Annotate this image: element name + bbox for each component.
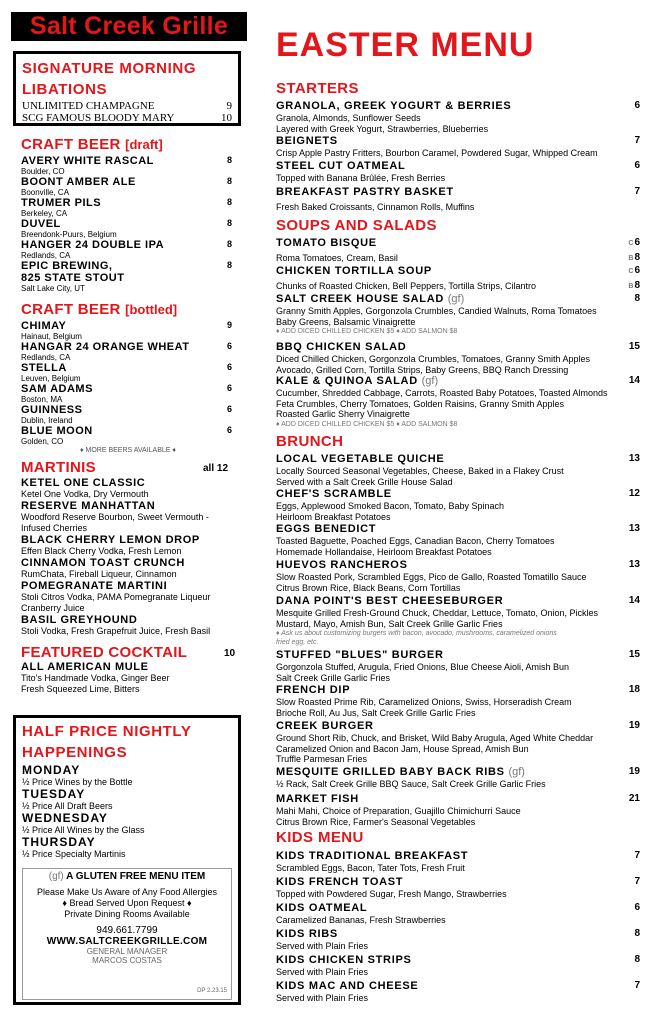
item-desc: Slow Roasted Prime Rib, Caramelized Onions, Swiss, Horseradish Cream [276,697,572,707]
martini-item [21,500,246,534]
item-desc-line2: Salt Creek Grille Garlic Fries [276,672,391,683]
beer-price: 6 [226,341,232,351]
bottled-heading-label: CRAFT BEER [21,301,121,318]
item-price: 12 [628,488,640,499]
beer-name: SAM ADAMS [21,383,93,395]
menu-item [276,375,644,429]
item-desc: Chunks of Roasted Chicken, Bell Peppers, Tortilla Strips, Cilantro [276,281,536,291]
beer-origin: Hainaut, Belgium [21,332,82,341]
item-name: KIDS RIBS [276,928,338,940]
featured-item [21,661,246,695]
item-desc-line2: Heirloom Breakfast Potatoes [276,511,391,522]
beer-price: 6 [226,362,232,372]
martini-name: BLACK CHERRY LEMON DROP [21,534,200,546]
item-name: KIDS OATMEAL [276,902,368,914]
cup-price: 6 [634,237,640,248]
martini-desc: Ketel One Vodka, Dry Vermouth [21,489,149,499]
beer-price: 8 [226,197,232,207]
item-price: 8 [634,928,640,939]
martini-list [21,477,246,637]
beer-item [21,425,232,446]
item-desc-line3: Truffle Parmesan Fries [276,754,368,764]
martini-item [21,534,246,557]
beer-price: 9 [226,320,232,330]
item-desc-line2: Brioche Roll, Au Jus, Salt Creek Grille Garlic Fries [276,707,476,718]
item-name: LOCAL VEGETABLE QUICHE [276,453,445,465]
day-deal: ½ Price Specialty Martinis [22,849,126,859]
item-name: KIDS MAC AND CHEESE [276,980,419,992]
item-desc: Toasted Baguette, Poached Eggs, Canadian Bacon, Cherry Tomatoes [276,536,555,546]
featured-name: ALL AMERICAN MULE [21,661,149,673]
item-name: HUEVOS RANCHEROS [276,559,408,571]
item-price: 6 [634,160,640,171]
beer-origin: Boston, MA [21,395,63,404]
bottled-heading [21,301,177,318]
menu-item [276,488,644,522]
item-price: 8 [634,293,640,304]
happening-day [22,764,232,787]
beer-origin: Berkeley, CA [21,209,68,218]
martini-desc-line2: Cranberry Juice [21,603,85,613]
item-name: KALE & QUINOA SALAD [276,375,418,387]
beer-name: CHIMAY [21,320,67,332]
day-name: MONDAY [22,763,81,777]
beer-name: BOONT AMBER ALE [21,176,136,188]
martini-item [21,580,246,614]
martini-name: RESERVE MANHATTAN [21,500,156,512]
featured-desc: Tito's Handmade Vodka, Ginger Beer [21,673,170,683]
beer-price: 8 [226,260,232,270]
happenings-heading-line2: HAPPENINGS [22,744,128,761]
beer-origin: Boonville, CA [21,188,70,197]
item-price: 13 [628,559,640,570]
item-price: 15 [628,649,640,660]
martini-item [21,614,246,637]
martini-name: BASIL GREYHOUND [21,614,138,626]
bowl-label: B [628,283,634,290]
menu-item [276,850,644,874]
gm-name: MARCOS COSTAS [92,956,162,965]
beer-name: GUINNESS [21,404,83,416]
menu-item [276,160,644,184]
menu-item [276,649,644,683]
gluten-free-legend [23,871,231,882]
bowl-price: 8 [634,280,640,291]
libation-item [22,100,232,112]
item-name: STUFFED "BLUES" BURGER [276,649,444,661]
menu-item [276,293,644,336]
beer-name: HANGAR 24 ORANGE WHEAT [21,341,190,353]
item-desc-line2: Baby Greens, Balsamic Vinaigrette [276,316,416,327]
item-price: 7 [634,135,640,146]
item-desc: Topped with Banana Brûlée, Fresh Berries [276,173,446,183]
cup-price: 6 [634,265,640,276]
beer-item [21,404,232,425]
libations-heading: SIGNATURE MORNING LIBATIONS [22,60,197,98]
item-name: DANA POINT'S BEST CHEESEBURGER [276,595,504,607]
item-desc: Roma Tomatoes, Cream, Basil [276,253,398,263]
beer-price: 8 [226,218,232,228]
item-name: CHEF'S SCRAMBLE [276,488,392,500]
info-box [22,868,232,1000]
beer-price: 6 [226,404,232,414]
item-name: MARKET FISH [276,793,359,805]
beer-name: DUVEL [21,218,61,230]
bowl-label: B [628,255,634,262]
beer-name: STELLA [21,362,67,374]
martini-item [21,557,246,580]
item-desc: Eggs, Applewood Smoked Bacon, Tomato, Baby Spinach [276,501,504,511]
beer-item [21,320,232,341]
item-desc: Diced Chilled Chicken, Gorgonzola Crumbles, Tomatoes, Granny Smith Apples [276,354,590,364]
item-name: EGGS BENEDICT [276,523,377,535]
item-price: 6 [634,902,640,913]
happening-day [22,836,232,859]
item-desc: Gorgonzola Stuffed, Arugula, Fried Onions, Blue Cheese Aioli, Amish Bun [276,662,570,672]
beer-item [21,155,232,176]
item-desc: Fresh Baked Croissants, Cinnamon Rolls, Muffins [276,202,475,212]
martini-name: CINNAMON TOAST CRUNCH [21,557,185,569]
item-desc: Topped with Powdered Sugar, Fresh Mango, Strawberries [276,889,507,899]
item-desc: Caramelized Bananas, Fresh Strawberries [276,915,446,925]
item-name: KIDS CHICKEN STRIPS [276,954,412,966]
menu-item [276,684,644,718]
beer-origin: Redlands, CA [21,353,71,362]
menu-item [276,595,644,647]
item-price-cup [628,237,640,248]
item-price: 14 [628,375,640,386]
beer-name: AVERY WHITE RASCAL [21,155,154,167]
item-desc-line2: Layered with Greek Yogurt, Strawberries, Blueberries [276,123,489,134]
beer-price: 8 [226,239,232,249]
item-desc-line2: Mustard, Mayo, Amish Bun, Salt Creek Grille Garlic Fries [276,618,503,629]
private-dining-note: Private Dining Rooms Available [64,909,190,919]
item-name: BREAKFAST PASTRY BASKET [276,186,454,198]
libation-name: SCG FAMOUS BLOODY MARY [22,112,175,124]
libation-name: UNLIMITED CHAMPAGNE [22,100,155,112]
item-desc: Served with Plain Fries [276,967,369,977]
item-desc-line2: Homemade Hollandaise, Heirloom Breakfast Potatoes [276,546,492,557]
gf-tag: (gf) [508,766,525,778]
bread-note: ♦ Bread Served Upon Request ♦ [62,898,192,908]
item-price: 18 [628,684,640,695]
featured-price: 10 [224,648,236,659]
beer-name-line2: 825 STATE STOUT [21,272,125,284]
item-desc: Cucumber, Shredded Cabbage, Carrots, Roasted Baby Potatoes, Toasted Almonds [276,388,608,398]
item-desc-line2: Avocado, Grilled Corn, Tortilla Strips, Baby Greens, BBQ Ranch Dressing [276,364,569,375]
beer-item [21,218,232,239]
item-desc-line2: Served with a Salt Creek Grille House Salad [276,476,453,487]
martini-desc: Stoli Citros Vodka, PAMA Pomegranate Liqueur [21,592,211,602]
day-name: THURSDAY [22,835,96,849]
item-price: 13 [628,523,640,534]
item-price: 14 [628,595,640,606]
cup-label: C [628,240,634,247]
website-link[interactable]: WWW.SALTCREEKGRILLE.COM [46,936,208,947]
cup-label: C [628,268,634,275]
item-price: 7 [634,850,640,861]
item-name: MESQUITE GRILLED BABY BACK RIBS [276,766,505,778]
happenings-box [13,715,241,1005]
item-price: 6 [634,100,640,111]
item-name: FRENCH DIP [276,684,351,696]
happening-day [22,788,232,811]
item-desc: Mesquite Grilled Fresh-Ground Chuck, Cheddar, Lettuce, Tomato, Onion, Pickles [276,608,598,618]
restaurant-logo: Salt Creek Grille [11,12,247,41]
draft-heading [21,136,163,153]
beer-item [21,239,232,260]
day-deal: ½ Price All Draft Beers [22,801,113,811]
beer-origin: Leuven, Belgium [21,374,81,383]
menu-item [276,453,644,487]
beer-origin: Dublin, Ireland [21,416,73,425]
item-price-cup [628,265,640,276]
beer-price: 6 [226,383,232,393]
brunch-heading: BRUNCH [276,433,344,450]
draft-tag: [draft] [125,137,163,152]
menu-item [276,135,644,159]
allergy-note: Please Make Us Aware of Any Food Allergies [37,887,217,897]
item-desc: Ground Short Rib, Chuck, and Brisket, Wild Baby Arugula, Aged White Cheddar [276,733,594,743]
menu-item [276,876,644,900]
item-desc-line2: Caramelized Onion and Bacon Jam, House Spread, Amish Bun [276,743,529,754]
item-desc-line2: Feta Crumbles, Cherry Tomatoes, Golden Raisins, Granny Smith Apples [276,398,564,409]
item-desc: Granny Smith Apples, Gorgonzola Crumbles, Candied Walnuts, Roma Tomatoes [276,306,597,316]
item-price-bowl [628,252,640,263]
item-price: 7 [634,876,640,887]
phone-number: 949.661.7799 [96,925,158,936]
happening-day [22,812,232,835]
martini-desc: Stoli Vodka, Fresh Grapefruit Juice, Fresh Basil [21,626,211,636]
more-beers-note: ♦ MORE BEERS AVAILABLE ♦ [80,447,176,454]
menu-item [276,523,644,557]
item-name: KIDS TRADITIONAL BREAKFAST [276,850,469,862]
starters-heading: STARTERS [276,80,359,97]
featured-heading: FEATURED COCKTAIL [21,644,188,661]
kids-heading: KIDS MENU [276,829,364,846]
item-price: 7 [634,186,640,197]
item-name: STEEL CUT OATMEAL [276,160,406,172]
martini-desc: RumChata, Fireball Liqueur, Cinnamon [21,569,177,579]
item-desc: ½ Rack, Salt Creek Grille BBQ Sauce, Salt Creek Grille Garlic Fries [276,779,546,789]
menu-item [276,928,644,952]
beer-item [21,260,232,294]
bottled-list [21,320,232,446]
item-price: 15 [628,341,640,352]
gf-tag: (gf) [48,871,64,882]
menu-item [276,793,644,827]
beer-name: BLUE MOON [21,425,93,437]
beer-item [21,383,232,404]
menu-item [276,980,644,1004]
item-price: 13 [628,453,640,464]
libation-price: 9 [226,100,232,112]
beer-price: 6 [226,425,232,435]
martinis-heading: MARTINIS [21,459,96,476]
page-title: EASTER MENU [276,26,535,64]
item-price: 8 [634,954,640,965]
martinis-price: all 12 [203,463,229,474]
happenings-heading: HALF PRICE NIGHTLY [22,723,192,740]
date-code: DP 2.23.15 [197,988,227,994]
day-name: WEDNESDAY [22,811,108,825]
beer-item [21,341,232,362]
item-name: BBQ CHICKEN SALAD [276,341,407,353]
gf-tag: (gf) [421,375,439,387]
item-name: CREEK BURGER [276,720,374,732]
day-deal: ½ Price All Wines by the Glass [22,825,145,835]
martini-desc: Effen Black Cherry Vodka, Fresh Lemon [21,546,182,556]
item-name: BEIGNETS [276,135,338,147]
martini-desc: Woodford Reserve Bourbon, Sweet Vermouth - [21,512,209,522]
menu-item [276,341,644,375]
libation-item [22,112,232,124]
martini-item [21,477,246,500]
menu-item [276,954,644,978]
draft-heading-label: CRAFT BEER [21,136,121,153]
beer-name: EPIC BREWING, [21,260,113,272]
item-desc-line2: Citrus Brown Rice, Farmer's Seasonal Vegetables [276,816,476,827]
day-deal: ½ Price Wines by the Bottle [22,777,133,787]
menu-item [276,902,644,926]
featured-desc-line2: Fresh Squeezed Lime, Bitters [21,684,140,694]
item-desc: Slow Roasted Pork, Scrambled Eggs, Pico de Gallo, Roasted Tomatillo Sauce [276,572,587,582]
menu-item [276,559,644,593]
item-note: ♦ Ask us about customizing burgers with bacon, avocado, mushrooms, caramelized onions [276,630,557,637]
item-price-bowl [628,280,640,291]
beer-item [21,362,232,383]
beer-origin: Boulder, CO [21,167,65,176]
menu-item [276,237,644,264]
item-desc: Scrambled Eggs, Bacon, Tater Tots, Fresh Fruit [276,863,465,873]
item-price: 19 [628,766,640,777]
item-name: GRANOLA, GREEK YOGURT & BERRIES [276,100,512,112]
gf-tag: (gf) [447,293,465,305]
item-desc: Granola, Almonds, Sunflower Seeds [276,113,421,123]
menu-item [276,265,644,292]
beer-name: HANGER 24 DOUBLE IPA [21,239,165,251]
item-addon: ♦ ADD DICED CHILLED CHICKEN $5 ♦ ADD SALMON $8 [276,420,458,428]
day-name: TUESDAY [22,787,86,801]
item-desc: Crisp Apple Pastry Fritters, Bourbon Caramel, Powdered Sugar, Whipped Cream [276,148,598,158]
beer-price: 8 [226,176,232,186]
item-name: CHICKEN TORTILLA SOUP [276,265,432,277]
gf-text: A GLUTEN FREE MENU ITEM [66,871,206,882]
item-note-line2: fried egg, etc. [276,639,319,646]
martini-desc-line2: Infused Cherries [21,523,88,533]
menu-item [276,186,644,213]
draft-list [21,155,232,294]
martini-name: POMEGRANATE MARTINI [21,580,168,592]
item-name: KIDS FRENCH TOAST [276,876,404,888]
beer-origin: Salt Lake City, UT [21,284,85,293]
beer-origin: Breendonk-Puurs, Belgium [21,230,117,239]
beer-origin: Golden, CO [21,437,64,446]
item-name: TOMATO BISQUE [276,237,377,249]
item-desc: Served with Plain Fries [276,993,369,1003]
bowl-price: 8 [634,252,640,263]
item-name: SALT CREEK HOUSE SALAD [276,293,444,305]
item-price: 21 [628,793,640,804]
libation-price: 10 [221,112,232,124]
beer-origin: Redlands, CA [21,251,71,260]
beer-price: 8 [226,155,232,165]
item-price: 7 [634,980,640,991]
item-price: 19 [628,720,640,731]
item-desc: Served with Plain Fries [276,941,369,951]
item-desc-line3: Roasted Garlic Sherry Vinaigrette [276,409,410,419]
beer-name: TRUMER PILS [21,197,102,209]
bottled-tag: [bottled] [125,302,178,317]
item-desc-line2: Citrus Brown Rice, Black Beans, Corn Tortillas [276,582,461,593]
menu-item [276,766,644,790]
beer-item [21,176,232,197]
beer-item [21,197,232,218]
item-addon: ♦ ADD DICED CHILLED CHICKEN $5 ♦ ADD SALMON $8 [276,328,458,335]
item-desc: Mahi Mahi, Choice of Preparation, Guajillo Chimichurri Sauce [276,806,521,816]
soups-heading: SOUPS AND SALADS [276,217,437,234]
item-desc: Locally Sourced Seasonal Vegetables, Cheese, Baked in a Flakey Crust [276,466,564,476]
libations-box [13,51,241,126]
menu-item [276,720,644,765]
gm-title: GENERAL MANAGER [86,947,168,956]
menu-item [276,100,644,134]
martini-name: KETEL ONE CLASSIC [21,477,146,489]
